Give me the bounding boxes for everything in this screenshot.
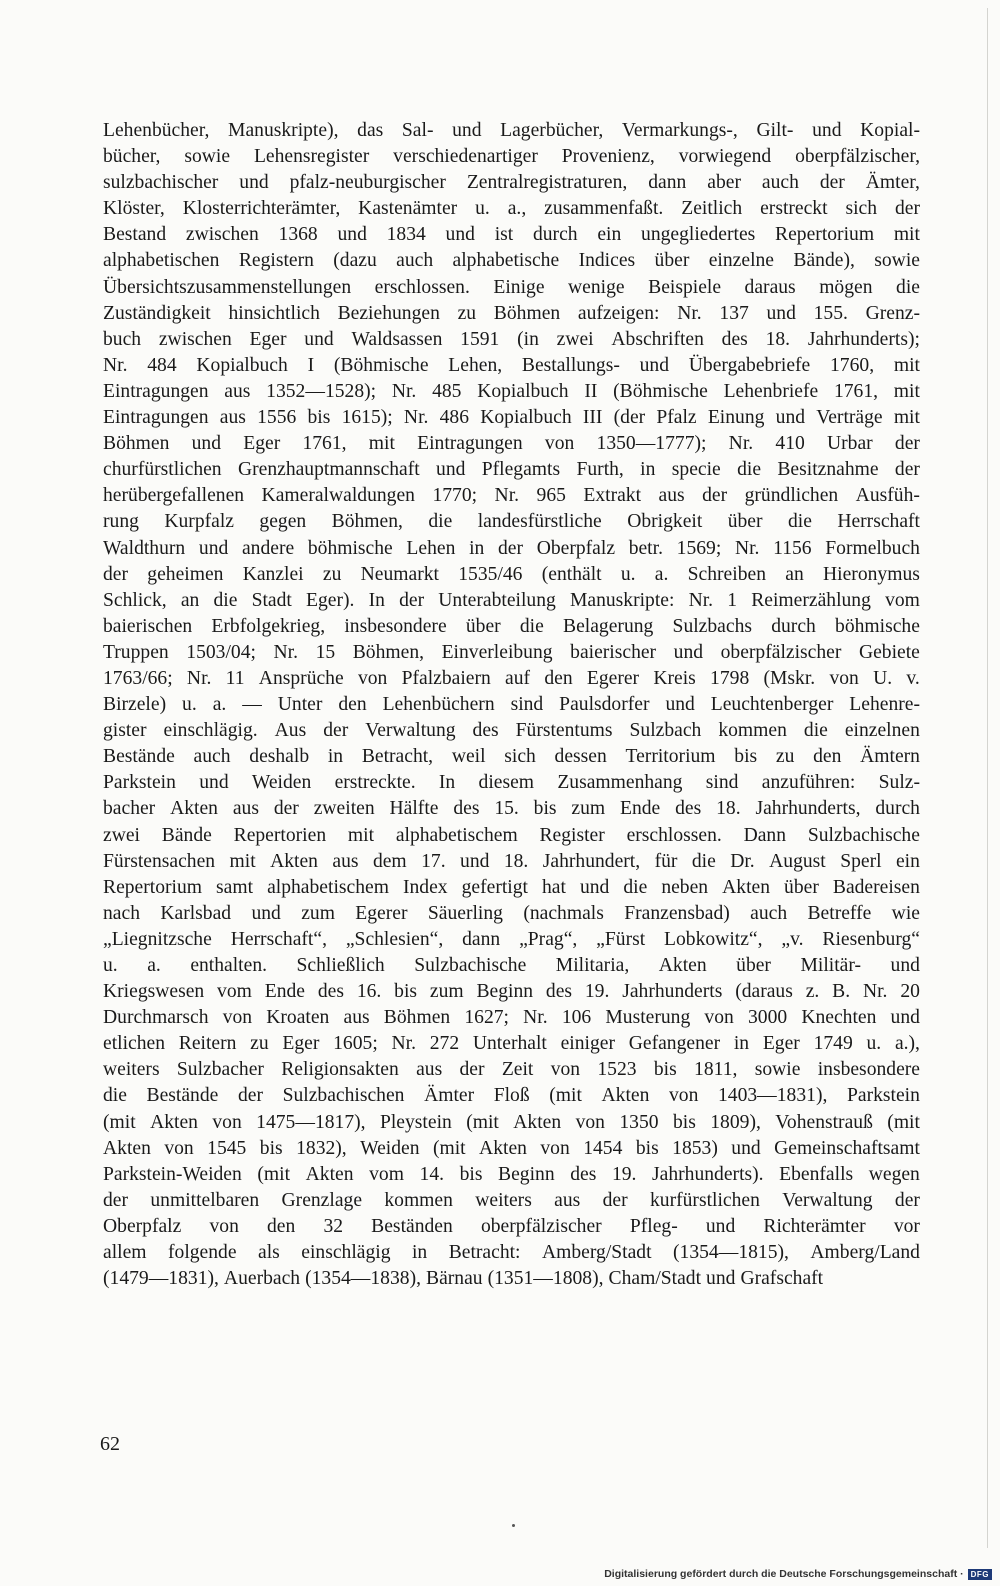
text-line: Bestand zwischen 1368 und 1834 und ist durch ein ungegliedertes Repertorium mit	[103, 224, 920, 246]
text-line: buch zwischen Eger und Waldsassen 1591 (in zwei Abschriften des 18. Jahrhunderts);	[103, 328, 920, 350]
text-line: Lehenbücher, Manuskripte), das Sal- und Lagerbücher, Vermarkungs-, Gilt- und Kopial-	[103, 120, 920, 141]
footer-text: Digitalisierung gefördert durch die Deutsche Forschungsgemeinschaft ·	[604, 1568, 964, 1580]
scan-speck	[512, 1524, 515, 1527]
page-number: 62	[100, 1433, 120, 1455]
text-line: Parkstein-Weiden (mit Akten vom 14. bis Beginn des 19. Jahrhunderts). Ebenfalls wegen	[103, 1163, 920, 1185]
text-line: der geheimen Kanzlei zu Neumarkt 1535/46 (enthält u. a. Schreiben an Hieronymus	[103, 563, 920, 585]
text-line: rung Kurpfalz gegen Böhmen, die landesfürstliche Obrigkeit über die Herrschaft	[103, 511, 920, 533]
text-line: Übersichtszusammenstellungen erschlossen. Einige wenige Beispiele daraus mögen die	[103, 276, 920, 298]
text-line: Klöster, Klosterrichterämter, Kastenämter u. a., zusammenfaßt. Zeitlich erstreckt sich der	[103, 198, 920, 220]
text-line: Böhmen und Eger 1761, mit Eintragungen von 1350—1777); Nr. 410 Urbar der	[103, 433, 920, 455]
text-line: churfürstlichen Grenzhauptmannschaft und Pflegamts Furth, in specie die Besitznahme der	[103, 459, 920, 481]
text-line: (1479—1831), Auerbach (1354—1838), Bärnau (1351—1808), Cham/Stadt und Grafschaft	[103, 1268, 824, 1290]
text-line: u. a. enthalten. Schließlich Sulzbachische Militaria, Akten über Militär- und	[103, 955, 920, 976]
text-line: Nr. 484 Kopialbuch I (Böhmische Lehen, Bestallungs- und Übergabebriefe 1760, mit	[103, 354, 920, 376]
text-line: weiters Sulzbacher Religionsakten aus der Zeit von 1523 bis 1811, sowie insbesondere	[103, 1059, 920, 1081]
text-line: 1763/66; Nr. 11 Ansprüche von Pfalzbaiern auf den Egerer Kreis 1798 (Mskr. von U. v.	[103, 667, 920, 689]
text-line: Zuständigkeit hinsichtlich Beziehungen zu Böhmen aufzeigen: Nr. 137 und 155. Grenz-	[103, 302, 920, 324]
text-line: alphabetischen Registern (dazu auch alphabetische Indices über einzelne Bände), sowie	[103, 250, 920, 272]
text-line: der unmittelbaren Grenzlage kommen weiters aus der kurfürstlichen Verwaltung der	[103, 1189, 920, 1211]
text-line: nach Karlsbad und zum Egerer Säuerling (nachmals Franzensbad) auch Betreffe wie	[103, 902, 920, 924]
text-line: sulzbachischer und pfalz-neuburgischer Zentralregistraturen, dann aber auch der Ämter,	[103, 172, 920, 194]
text-line: Eintragungen aus 1556 bis 1615); Nr. 486 Kopialbuch III (der Pfalz Einung und Verträge mit	[103, 407, 920, 429]
text-line: etlichen Reitern zu Eger 1605; Nr. 272 Unterhalt einiger Gefangener in Eger 1749 u. a.),	[103, 1033, 920, 1055]
body-text	[103, 118, 920, 1292]
dfg-logo: DFG	[968, 1569, 992, 1580]
page-edge	[987, 8, 988, 1548]
text-line: bacher Akten aus der zweiten Hälfte des 15. bis zum Ende des 18. Jahrhunderts, durch	[103, 798, 920, 820]
text-line: Birzele) u. a. — Unter den Lehenbüchern sind Paulsdorfer und Leuchtenberger Lehenre-	[103, 694, 920, 716]
text-line: herübergefallenen Kameralwaldungen 1770; Nr. 965 Extrakt aus der gründlichen Ausfüh-	[103, 485, 920, 507]
text-line: Akten von 1545 bis 1832), Weiden (mit Akten von 1454 bis 1853) und Gemeinschaftsamt	[103, 1137, 920, 1159]
text-line: Bestände auch deshalb in Betracht, weil sich dessen Territorium bis zu den Ämtern	[103, 746, 920, 768]
text-line: Repertorium samt alphabetischem Index gefertigt hat und die neben Akten über Badereisen	[103, 876, 920, 898]
text-line: Fürstensachen mit Akten aus dem 17. und 18. Jahrhundert, für die Dr. August Sperl ein	[103, 850, 920, 872]
text-line: Oberpfalz von den 32 Beständen oberpfälzischer Pfleg- und Richterämter vor	[103, 1215, 920, 1237]
text-line: baierischen Erbfolgekrieg, insbesondere über die Belagerung Sulzbachs durch böhmische	[103, 615, 920, 637]
text-line: Truppen 1503/04; Nr. 15 Böhmen, Einverleibung baierischer und oberpfälzischer Gebiete	[103, 641, 920, 663]
text-line: Eintragungen aus 1352—1528); Nr. 485 Kopialbuch II (Böhmische Lehenbriefe 1761, mit	[103, 380, 920, 402]
text-line: Durchmarsch von Kroaten aus Böhmen 1627; Nr. 106 Musterung von 3000 Knechten und	[103, 1007, 920, 1029]
text-line: zwei Bände Repertorien mit alphabetischem Register erschlossen. Dann Sulzbachische	[103, 824, 920, 846]
text-line: bücher, sowie Lehensregister verschiedenartiger Provenienz, vorwiegend oberpfälzischer,	[103, 146, 920, 168]
text-line: „Liegnitzsche Herrschaft“, „Schlesien“, dann „Prag“, „Fürst Lobkowitz“, „v. Riesenburg“	[103, 928, 920, 950]
text-line: Waldthurn und andere böhmische Lehen in der Oberpfalz betr. 1569; Nr. 1156 Formelbuch	[103, 537, 920, 559]
digitization-footer	[604, 1568, 992, 1580]
text-line: allem folgende als einschlägig in Betracht: Amberg/Stadt (1354—1815), Amberg/Land	[103, 1242, 920, 1264]
text-line: gister einschlägig. Aus der Verwaltung des Fürstentums Sulzbach kommen die einzelnen	[103, 720, 920, 742]
text-line: Parkstein und Weiden erstreckte. In diesem Zusammenhang sind anzuführen: Sulz-	[103, 772, 920, 794]
text-line: (mit Akten von 1475—1817), Pleystein (mit Akten von 1350 bis 1809), Vohenstrauß (mit	[103, 1111, 920, 1133]
text-line: die Bestände der Sulzbachischen Ämter Floß (mit Akten von 1403—1831), Parkstein	[103, 1085, 920, 1107]
text-line: Schlick, an die Stadt Eger). In der Unterabteilung Manuskripte: Nr. 1 Reimerzählung vom	[103, 589, 920, 611]
text-line: Kriegswesen vom Ende des 16. bis zum Beginn des 19. Jahrhunderts (daraus z. B. Nr. 20	[103, 981, 920, 1003]
